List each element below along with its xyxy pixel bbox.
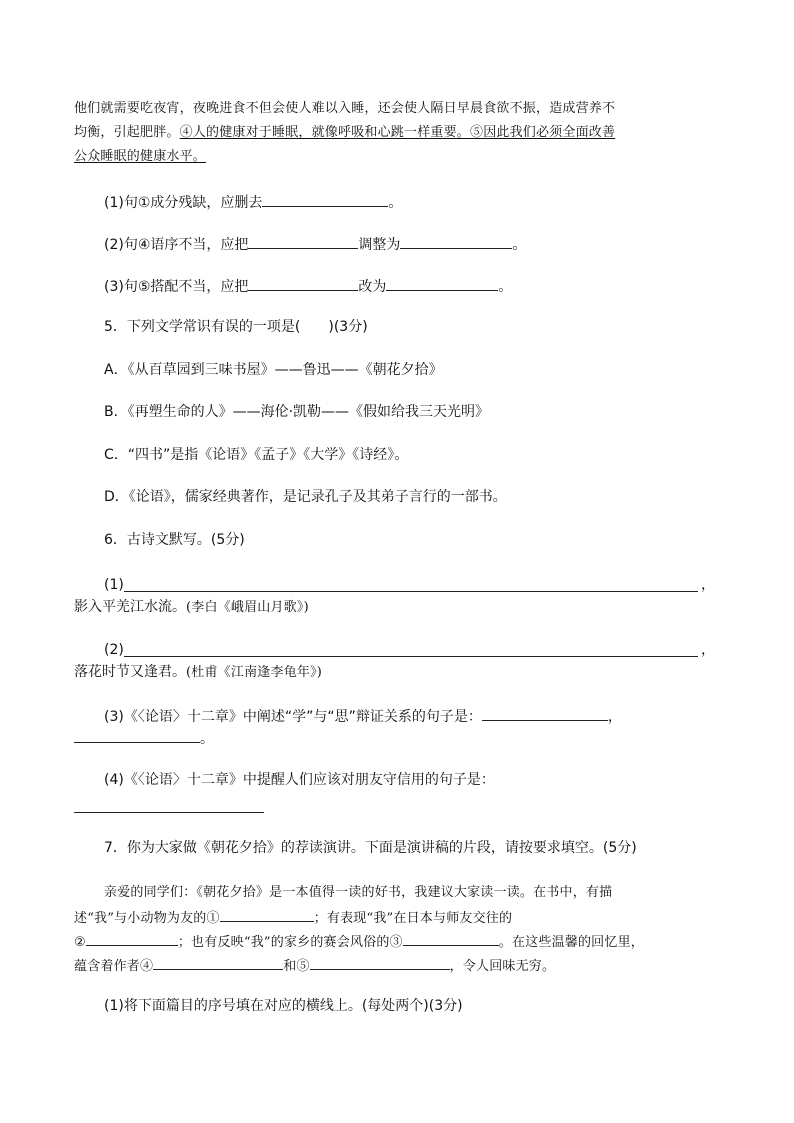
q5-stem: 5．下列文学常识有误的一项是( )(3分) bbox=[104, 319, 368, 335]
q6-item-2-num: (2) bbox=[104, 642, 124, 658]
q7-para-l4c: ，令人回味无穷。 bbox=[449, 959, 556, 974]
q6-item-1-verse: 影入平羌江水流。 bbox=[74, 599, 186, 615]
q5-option-a: A．《从百草园到三味书屋》——鲁迅——《朝花夕拾》 bbox=[104, 362, 443, 378]
q6-item-4-blank[interactable] bbox=[74, 811, 264, 813]
q6-item-1-source: (李白《峨眉山月歌》) bbox=[186, 600, 309, 615]
q7-para-l4b: 和⑤ bbox=[283, 959, 310, 974]
q4-item-2-end: 。 bbox=[512, 237, 527, 253]
passage-line-2-start: 均衡，引起肥胖。 bbox=[74, 125, 180, 140]
q7-para-line-3 bbox=[74, 931, 644, 952]
q4-item-1-blank[interactable] bbox=[262, 192, 388, 207]
q6-item-1-num: (1) bbox=[104, 577, 124, 593]
q4-item-3-mid: 改为 bbox=[358, 279, 387, 295]
q4-item-3-blank-a[interactable] bbox=[248, 276, 358, 291]
q4-item-2 bbox=[104, 234, 526, 254]
q4-item-2-blank-a[interactable] bbox=[248, 234, 358, 249]
q6-item-2-verse: 落花时节又逢君。 bbox=[74, 664, 186, 680]
q4-item-3-blank-b[interactable] bbox=[386, 276, 498, 291]
q4-item-1 bbox=[104, 192, 402, 212]
q7-blank-2[interactable] bbox=[86, 931, 178, 946]
q6-item-3-blank-a[interactable] bbox=[482, 706, 608, 721]
q7-stem: 7．你为大家做《朝花夕拾》的荐读演讲。下面是演讲稿的片段，请按要求填空。(5分) bbox=[104, 840, 637, 856]
passage-line-3: 公众睡眠的健康水平。 bbox=[74, 149, 207, 164]
q6-item-3 bbox=[104, 706, 622, 726]
q7-para-line-1: 亲爱的同学们：《朝花夕拾》是一本值得一读的好书，我建议大家读一读。在书中，有描 bbox=[104, 885, 613, 900]
q7-para-l4a: 蕴含着作者④ bbox=[74, 959, 154, 974]
q4-item-3 bbox=[104, 276, 512, 296]
q6-item-4: (4)《〈论语〉十二章》中提醒人们应该对朋友守信用的句子是： bbox=[104, 772, 495, 788]
q6-item-3-line2 bbox=[74, 728, 214, 748]
passage-line-1: 他们就需要吃夜宵，夜晚进食不但会使人难以入睡，还会使人隔日早晨食欲不振，造成营养不 bbox=[74, 101, 616, 116]
q7-para-l2a: 述“我”与小动物为友的① bbox=[74, 911, 220, 926]
passage-line-2 bbox=[74, 124, 615, 142]
q4-item-2-mid: 调整为 bbox=[358, 237, 401, 253]
q7-para-l2b: ；有表现“我”在日本与师友交往的 bbox=[313, 911, 513, 926]
q4-item-3-end: 。 bbox=[498, 279, 513, 295]
q6-item-1-blank[interactable] bbox=[124, 590, 698, 592]
q5-option-d: D．《论语》，儒家经典著作，是记录孔子及其弟子言行的一部书。 bbox=[104, 489, 507, 505]
q6-item-2-blank[interactable] bbox=[124, 655, 698, 657]
passage-underlined-sentence-4-5: ④人的健康对于睡眠，就像呼吸和心跳一样重要。⑤因此我们必须全面改善 bbox=[179, 125, 616, 140]
q7-para-l3b: ；也有反映“我”的家乡的赛会风俗的③ bbox=[177, 935, 403, 950]
q6-item-2-line2 bbox=[74, 663, 322, 682]
q5-option-c: C．“四书”是指《论语》《孟子》《大学》《诗经》。 bbox=[104, 447, 409, 463]
q5-option-b: B．《再塑生命的人》——海伦·凯勒——《假如给我三天光明》 bbox=[104, 404, 490, 420]
q7-para-line-4 bbox=[74, 955, 555, 976]
q7-para-line-2 bbox=[74, 907, 512, 928]
q7-blank-3[interactable] bbox=[403, 931, 499, 946]
q4-item-3-text: (3)句⑤搭配不当，应把 bbox=[104, 279, 249, 295]
q6-item-3-comma: ， bbox=[607, 709, 622, 725]
q4-item-1-end: 。 bbox=[388, 195, 403, 211]
q6-item-3-blank-b[interactable] bbox=[74, 728, 200, 743]
q6-item-1-line2 bbox=[74, 598, 309, 617]
q7-blank-5[interactable] bbox=[310, 955, 450, 970]
q7-para-l3a: ② bbox=[74, 935, 86, 950]
q6-item-2-source: (杜甫《江南逢李龟年》) bbox=[186, 665, 323, 680]
q6-item-2-comma: ， bbox=[701, 642, 715, 658]
q6-item-1-comma: ， bbox=[701, 577, 715, 593]
q7-para-l3c: 。在这些温馨的回忆里， bbox=[498, 935, 644, 950]
q4-item-1-text: (1)句①成分残缺，应删去 bbox=[104, 195, 263, 211]
q4-item-2-blank-b[interactable] bbox=[400, 234, 512, 249]
q6-stem: 6．古诗文默写。(5分) bbox=[104, 532, 245, 548]
q7-blank-4[interactable] bbox=[153, 955, 283, 970]
q6-item-3-text: (3)《〈论语〉十二章》中阐述“学”与“思”辩证关系的句子是： bbox=[104, 709, 482, 725]
q7-blank-1[interactable] bbox=[220, 907, 314, 922]
q4-item-2-text: (2)句④语序不当，应把 bbox=[104, 237, 249, 253]
q7-sub-1: (1)将下面篇目的序号填在对应的横线上。(每处两个)(3分) bbox=[104, 998, 463, 1014]
q6-item-3-end: 。 bbox=[200, 731, 214, 747]
